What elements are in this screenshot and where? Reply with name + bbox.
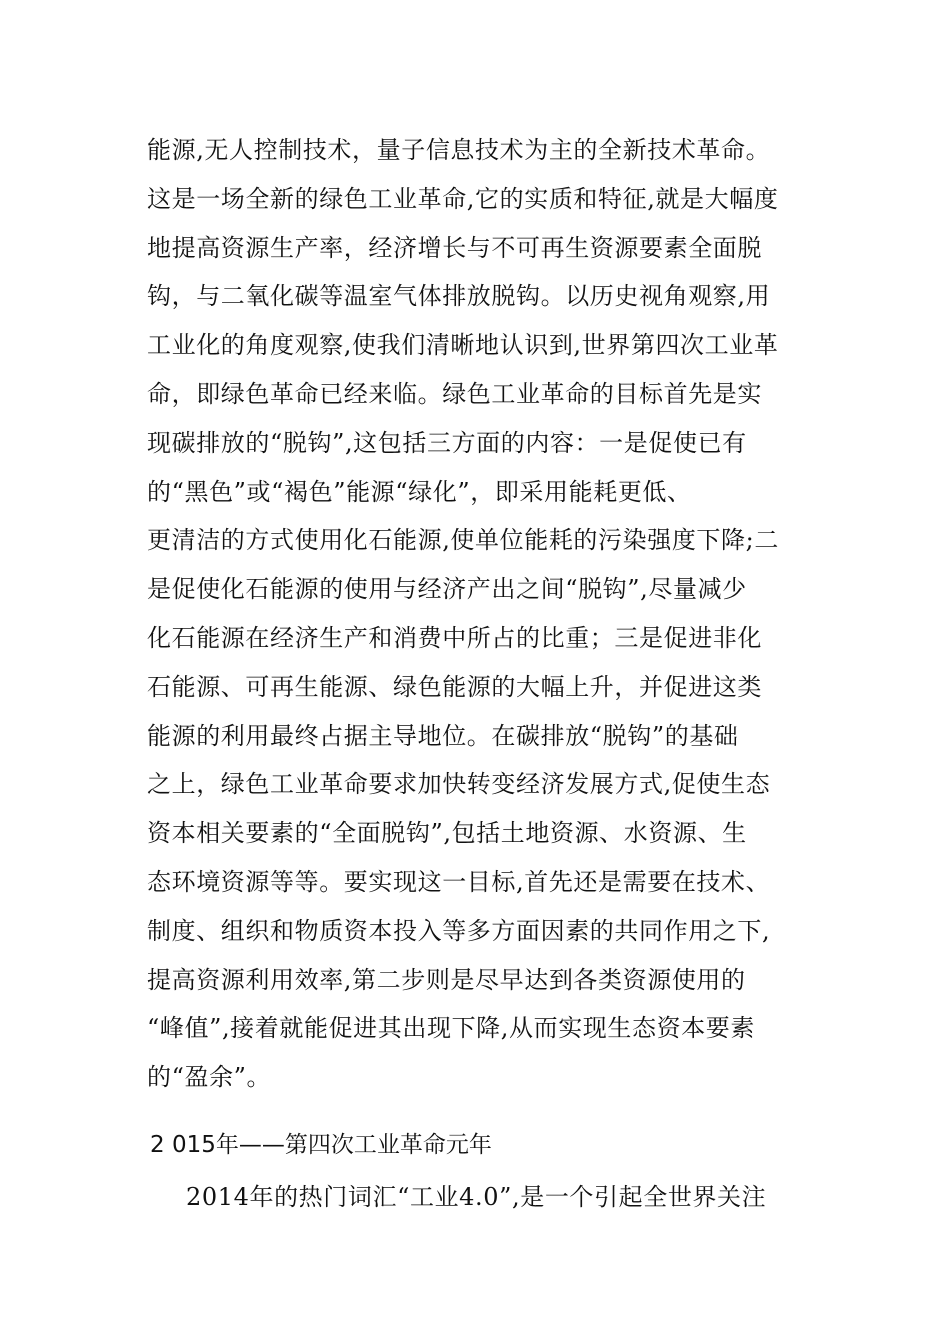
text-line: 石能源、可再生能源、绿色能源的大幅上升，并促进这类 [147,672,762,701]
text-line: 地提高资源生产率，经济增长与不可再生资源要素全面脱 [147,233,762,262]
text-line: 制度、组织和物质资本投入等多方面因素的共同作用之下, [147,916,771,945]
text-line: 能源的利用最终占据主导地位。在碳排放“脱钩”的基础 [147,721,739,750]
text-line: 钩，与二氧化碳等温室气体排放脱钩。以历史视角观察,用 [147,282,771,311]
section-heading: 2 015年——第四次工业革命元年 [150,1132,492,1158]
text-line: 现碳排放的“脱钩”,这包括三方面的内容：一是促使已有 [147,428,747,457]
paragraph-2-first-line: 2014年的热门词汇“工业4.0”,是一个引起全世界关注 [186,1183,767,1211]
text-line: 命，即绿色革命已经来临。绿色工业革命的目标首先是实 [147,379,762,408]
paragraph-body [147,126,807,1102]
text-line: 之上，绿色工业革命要求加快转变经济发展方式,促使生态 [147,770,771,799]
text-line: 提高资源利用效率,第二步则是尽早达到各类资源使用的 [147,965,746,994]
text-line: “峰值”,接着就能促进其出现下降,从而实现生态资本要素 [147,1014,755,1043]
text-line: 能源,无人控制技术，量子信息技术为主的全新技术革命。 [147,136,771,164]
text-line: 化石能源在经济生产和消费中所占的比重；三是促进非化 [147,623,762,652]
text-line: 的“黑色”或“褐色”能源“绿化”，即采用能耗更低、 [147,477,692,506]
text-line: 资本相关要素的“全面脱钩”,包括土地资源、水资源、生 [147,819,747,848]
text-line: 是促使化石能源的使用与经济产出之间“脱钩”,尽量减少 [147,575,747,604]
text-line: 更清洁的方式使用化石能源,使单位能耗的污染强度下降;二 [147,526,779,555]
text-line: 态环境资源等等。要实现这一目标,首先还是需要在技术、 [147,867,771,896]
text-line: 工业化的角度观察,使我们清晰地认识到,世界第四次工业革 [147,331,779,360]
text-line: 这是一场全新的绿色工业革命,它的实质和特征,就是大幅度 [147,184,779,213]
text-line: 的“盈余”。 [147,1063,272,1092]
